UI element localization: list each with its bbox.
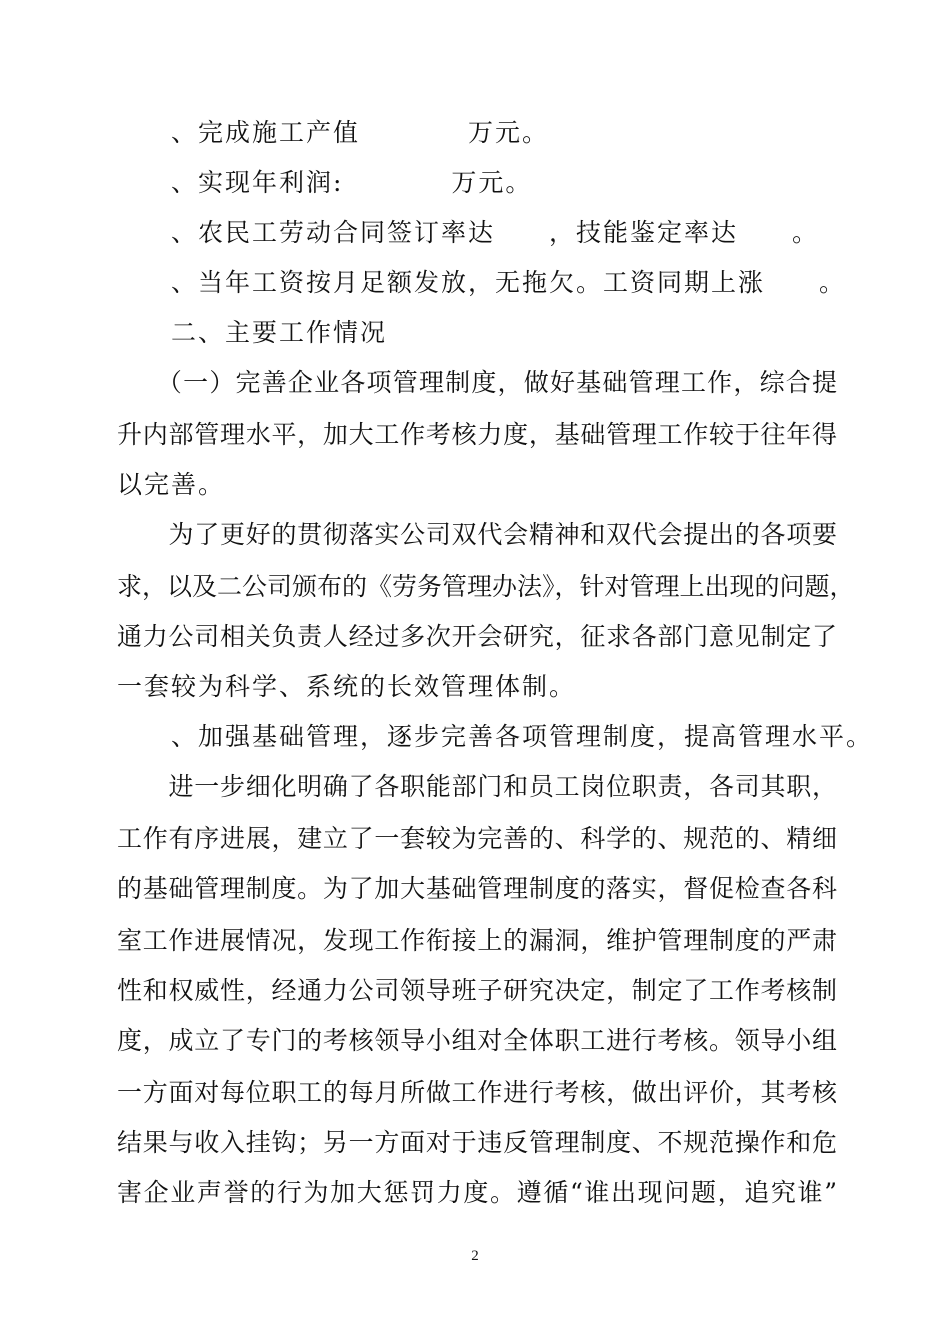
text-line: 室工作进展情况，发现工作衔接上的漏洞，维护管理制度的严肃 bbox=[117, 926, 837, 955]
text-line: 害企业声誉的行为加大惩罚力度。遵循“谁出现问题，追究谁” bbox=[117, 1178, 837, 1207]
text-line: 工作有序进展，建立了一套较为完善的、科学的、规范的、精细 bbox=[117, 824, 837, 853]
text-line: 、实现年利润: 万元。 bbox=[117, 168, 533, 197]
text-line: 以完善。 bbox=[117, 470, 226, 499]
text-line: 一套较为科学、系统的长效管理体制。 bbox=[117, 672, 577, 701]
text-line: 一方面对每位职工的每月所做工作进行考核，做出评价，其考核 bbox=[117, 1078, 837, 1107]
page-number: 2 bbox=[471, 1248, 479, 1264]
text-line: （一）完善企业各项管理制度，做好基础管理工作，综合提 bbox=[117, 368, 837, 397]
text-line: 、加强基础管理，逐步完善各项管理制度，提高管理水平。 bbox=[117, 722, 874, 751]
text-line: 进一步细化明确了各职能部门和员工岗位职责，各司其职， bbox=[117, 772, 837, 801]
text-line: 性和权威性，经通力公司领导班子研究决定，制定了工作考核制 bbox=[117, 976, 837, 1005]
text-line: 求，以及二公司颁布的《劳务管理办法》，针对管理上出现的问题， bbox=[117, 572, 855, 601]
text-line: 的基础管理制度。为了加大基础管理制度的落实，督促检查各科 bbox=[117, 874, 837, 903]
text-line: 、完成施工产值 万元。 bbox=[117, 118, 550, 147]
text-line: 度，成立了专门的考核领导小组对全体职工进行考核。领导小组 bbox=[117, 1026, 837, 1055]
text-line: 为了更好的贯彻落实公司双代会精神和双代会提出的各项要 bbox=[117, 520, 837, 549]
text-line: 、当年工资按月足额发放，无拖欠。工资同期上涨 。 bbox=[117, 268, 847, 297]
text-line: 通力公司相关负责人经过多次开会研究，征求各部门意见制定了 bbox=[117, 622, 837, 651]
text-line: 升内部管理水平，加大工作考核力度，基础管理工作较于往年得 bbox=[117, 420, 837, 449]
text-line: 结果与收入挂钩；另一方面对于违反管理制度、不规范操作和危 bbox=[117, 1128, 837, 1157]
section-heading: 二、主要工作情况 bbox=[117, 318, 388, 347]
text-line: 、农民工劳动合同签订率达 ，技能鉴定率达 。 bbox=[117, 218, 820, 247]
